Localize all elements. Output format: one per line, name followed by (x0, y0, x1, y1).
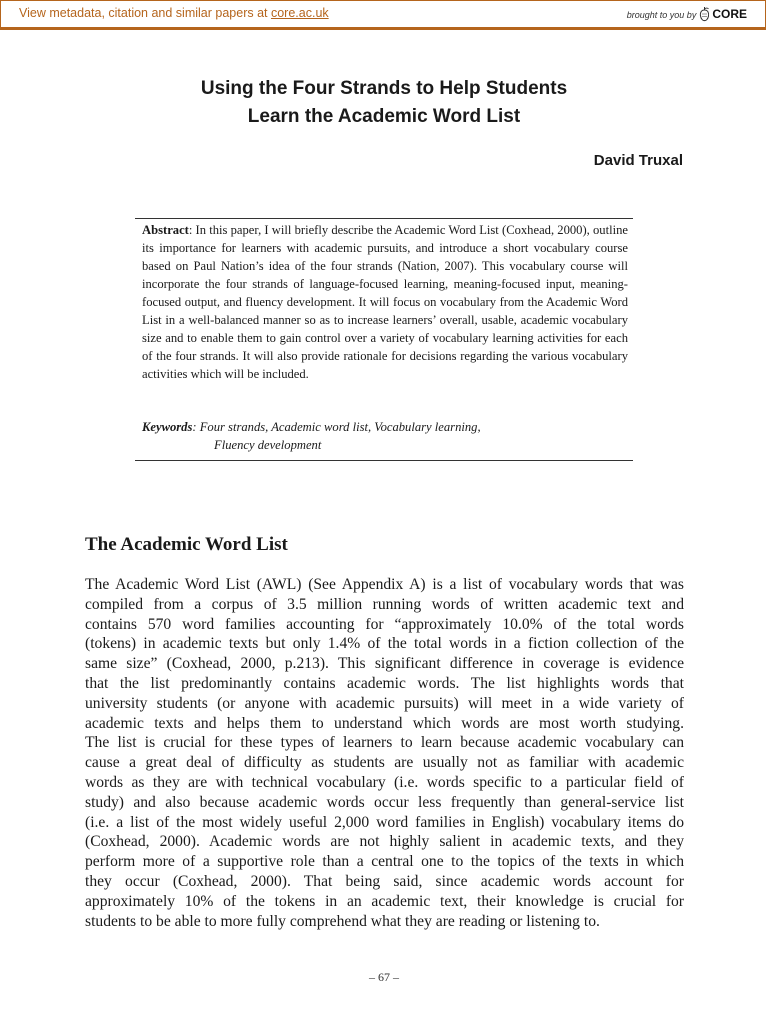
body-line: (Coxhead, 2000). Academic words are not highly salient in academic texts, and they (85, 833, 684, 851)
core-apple-icon (699, 6, 710, 22)
core-brand-name: CORE (712, 7, 747, 21)
abstract-label: Abstract (142, 223, 189, 237)
body-line: cause a great deal of difficulty as students are usually not as familiar with academic (85, 754, 684, 772)
abstract-body: : In this paper, I will briefly describe the Academic Word List (Coxhead, 2000), outline its importance for learners with academic pursuits, and introduce a short vocabulary course based on Paul Nation’s idea of the four strands (Nation, 2007). This vocabulary course will incorporate the four strands of language-focused learning, meaning-focused input, meaning-focused output, and fluency development. It will focus on vocabulary from the Academic Word List in a well-balanced manner so as to increase learners’ overall, usable, academic vocabulary size and to enable them to gain control over a variety of vocabulary learning activities for each of the four strands. It will also provide rationale for decisions regarding the various vocabulary activities which will be included. (142, 223, 628, 381)
abstract-box (135, 218, 633, 461)
core-metadata-text (19, 6, 329, 20)
keywords-line-2: Fluency development (214, 438, 322, 452)
body-line: academic texts and helps them to understand which words are most worth studying. (85, 714, 684, 732)
core-branding[interactable] (627, 6, 747, 22)
paper-title-line-1: Using the Four Strands to Help Students (200, 78, 568, 99)
body-line: that the list predominantly contains academic words. The list highlights words that (85, 674, 684, 692)
body-line: same size” (Coxhead, 2000, p.213). This significant difference in coverage is evidence (85, 655, 684, 673)
paper-title-line-2: Learn the Academic Word List (247, 106, 521, 127)
body-line: words as they are with technical vocabulary (i.e. words specific to a particular field of (85, 773, 684, 791)
core-link[interactable]: core.ac.uk (270, 6, 329, 20)
paper-title (0, 75, 768, 131)
body-line: (i.e. a list of the most widely useful 2,000 word families in English) vocabulary items do (85, 813, 684, 831)
body-line: study) and also because academic words occur less frequently than general-service list (85, 793, 684, 811)
author-name: David Truxal (593, 152, 683, 169)
body-line: compiled from a corpus of 3.5 million running words of written academic text and (85, 595, 684, 613)
brought-to-you-label: brought to you by (626, 10, 697, 20)
body-line: students to be able to more fully comprehend what they are reading or listening to. (85, 912, 600, 930)
body-line: they occur (Coxhead, 2000). That being said, since academic words account for (85, 872, 684, 890)
body-line: (tokens) in academic texts but only 1.4% of the total words in a fiction collection of the (85, 635, 684, 653)
section-body (85, 575, 684, 931)
section-heading: The Academic Word List (85, 534, 288, 555)
keywords (142, 418, 628, 454)
core-metadata-label: View metadata, citation and similar papers at (19, 6, 271, 20)
body-line: The list is crucial for these types of learners to learn because academic vocabulary can (85, 734, 684, 752)
keywords-line-1: : Four strands, Academic word list, Vocabulary learning, (192, 420, 481, 434)
body-line: The Academic Word List (AWL) (See Appendix A) is a list of vocabulary words that was (85, 576, 684, 593)
keywords-label: Keywords (142, 420, 193, 434)
body-line: approximately 10% of the tokens in an academic text, their knowledge is crucial for (85, 892, 684, 910)
abstract-paragraph (142, 221, 628, 383)
page-number: – 67 – (369, 970, 399, 984)
body-line: perform more of a supportive role than a central one to the topics of the texts in which (85, 853, 684, 871)
body-line: university students (or anyone with academic pursuits) will meet in a wide variety of (85, 694, 684, 712)
core-banner (0, 0, 766, 30)
body-line: contains 570 word families accounting for “approximately 10.0% of the total words (85, 615, 684, 633)
